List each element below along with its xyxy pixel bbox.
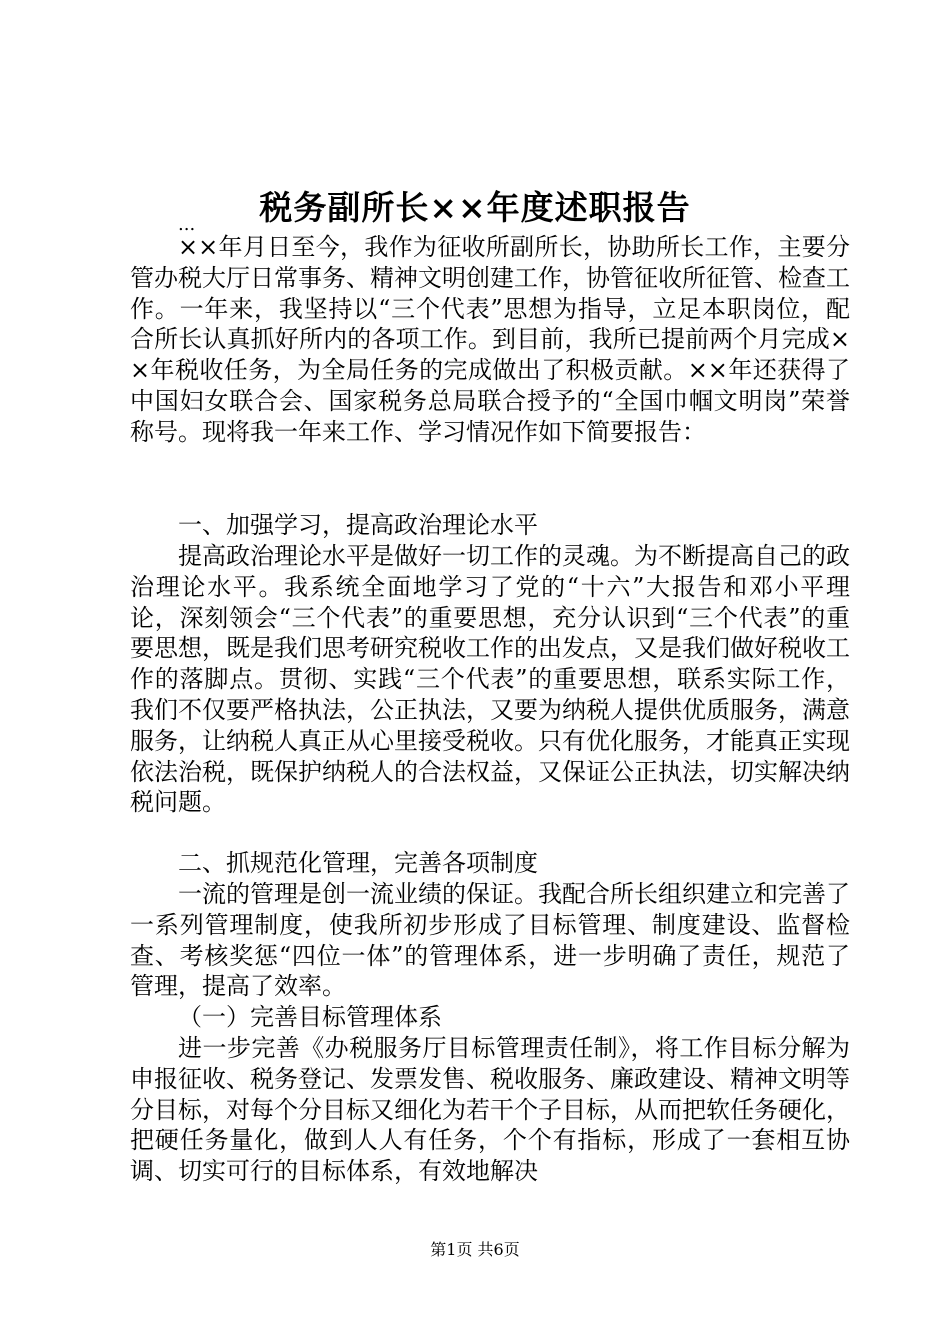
paragraph-subsection-1: 进一步完善《办税服务厅目标管理责任制》，将工作目标分解为申报征收、税务登记、发票发售、税收服务、廉政建设、精神文明等分目标，对每个分目标又细化为若干个子目标，从而把软任务硬化，把硬任务量化，做到人人有任务，个个有指标，形成了一套相互协调、切实可行的目标体系，有效地解决 bbox=[130, 1034, 850, 1186]
paragraph-intro: ××年月日至今，我作为征收所副所长，协助所长工作，主要分管办税大厅日常事务、精神文明创建工作，协管征收所征管、检查工作。一年来，我坚持以“三个代表”思想为指导，立足本职岗位，配合所长认真抓好所内的各项工作。到目前，我所已提前两个月完成××年税收任务，为全局任务的完成做出了积极贡献。××年还获得了中国妇女联合会、国家税务总局联合授予的“全国巾帼文明岗”荣誉称号。现将我一年来工作、学习情况作如下简要报告： bbox=[130, 233, 850, 446]
subsection-heading-1: （一）完善目标管理体系 bbox=[178, 1003, 442, 1031]
paragraph-section-2: 一流的管理是创一流业绩的保证。我配合所长组织建立和完善了一系列管理制度，使我所初步形成了目标管理、制度建设、监督检查、考核奖惩“四位一体”的管理体系，进一步明确了责任，规范了管理，提高了效率。 bbox=[130, 880, 850, 1001]
document-title: 税务副所长××年度述职报告 bbox=[259, 188, 691, 227]
section-heading-1: 一、加强学习，提高政治理论水平 bbox=[178, 511, 538, 539]
section-heading-2: 二、抓规范化管理，完善各项制度 bbox=[178, 849, 538, 877]
ellipsis-mark: ... bbox=[178, 214, 196, 235]
page-footer: 第1页 共6页 bbox=[430, 1240, 520, 1259]
paragraph-section-1: 提高政治理论水平是做好一切工作的灵魂。为不断提高自己的政治理论水平。我系统全面地学习了党的“十六”大报告和邓小平理论，深刻领会“三个代表”的重要思想，充分认识到“三个代表”的重要思想，既是我们思考研究税收工作的出发点，又是我们做好税收工作的落脚点。贯彻、实践“三个代表”的重要思想，联系实际工作，我们不仅要严格执法，公正执法，又要为纳税人提供优质服务，满意服务，让纳税人真正从心里接受税收。只有优化服务，才能真正实现依法治税，既保护纳税人的合法权益，又保证公正执法，切实解决纳税问题。 bbox=[130, 542, 850, 817]
